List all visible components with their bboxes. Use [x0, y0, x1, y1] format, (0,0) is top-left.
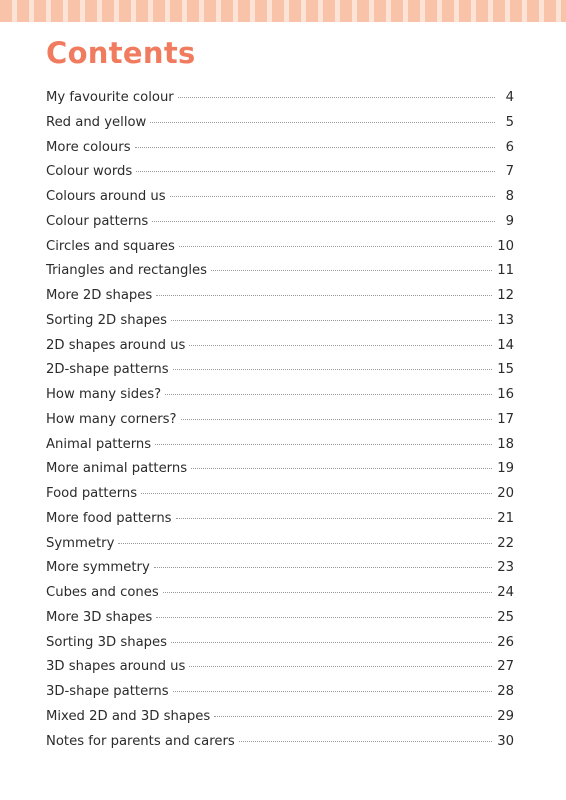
toc-entry-title: How many sides? [46, 387, 162, 402]
dot-leader [118, 543, 492, 544]
toc-entry-title: Food patterns [46, 486, 138, 501]
toc-entry [46, 408, 514, 433]
dot-leader [163, 592, 492, 593]
toc-page-number: 6 [505, 139, 514, 155]
toc-entry-title: More 2D shapes [46, 288, 153, 303]
toc-entry [46, 631, 514, 656]
toc-entry [46, 185, 514, 210]
toc-entry-title: Circles and squares [46, 238, 175, 254]
dot-leader [173, 691, 493, 692]
dot-leader [191, 468, 492, 469]
dot-leader [214, 716, 492, 717]
dot-leader [181, 419, 493, 420]
toc-page-number: 19 [497, 461, 514, 477]
toc-entry [46, 730, 514, 755]
toc-entry-title: Colours around us [46, 189, 166, 204]
toc-entry [46, 482, 514, 507]
dot-leader [171, 320, 492, 321]
toc-page-number: 13 [497, 312, 514, 328]
toc-entry [46, 680, 514, 705]
toc-entry [46, 309, 514, 334]
toc-entry [46, 705, 514, 730]
dot-leader [156, 295, 492, 296]
toc-page-number: 9 [505, 213, 514, 229]
toc-entry-title: More animal patterns [46, 461, 188, 477]
toc-page-number: 16 [497, 387, 514, 402]
toc-page-number: 22 [497, 535, 514, 551]
toc-page-number: 15 [497, 362, 514, 378]
toc-entry-title: Notes for parents and carers [46, 733, 235, 749]
page-title: Contents [46, 36, 196, 70]
dot-leader [211, 270, 492, 271]
decorative-top-band [0, 0, 566, 22]
toc-page-number: 27 [497, 659, 514, 675]
dot-leader [156, 617, 492, 618]
toc-entry [46, 433, 514, 458]
toc-entry-title: 2D shapes around us [46, 337, 186, 353]
toc-entry-title: More 3D shapes [46, 609, 153, 625]
dot-leader [136, 171, 495, 172]
dot-leader [179, 246, 492, 247]
toc-entry [46, 556, 514, 581]
toc-page-number: 17 [497, 411, 514, 427]
toc-entry-title: More symmetry [46, 560, 150, 576]
toc-entry [46, 284, 514, 309]
toc-entry [46, 358, 514, 383]
toc-page-number: 12 [497, 288, 514, 303]
toc-page-number: 11 [497, 263, 514, 279]
dot-leader [154, 567, 492, 568]
toc-entry [46, 655, 514, 680]
table-of-contents [46, 86, 514, 754]
toc-page-number: 30 [497, 733, 514, 749]
toc-entry [46, 383, 514, 408]
toc-entry-title: Colour patterns [46, 213, 149, 229]
toc-entry-title: More colours [46, 139, 131, 155]
toc-page-number: 24 [497, 585, 514, 600]
dot-leader [173, 369, 493, 370]
dot-leader [239, 741, 492, 742]
toc-entry-title: Colour words [46, 164, 133, 180]
dot-leader [176, 518, 493, 519]
toc-entry-title: Red and yellow [46, 114, 147, 130]
toc-page-number: 20 [497, 486, 514, 501]
toc-page-number: 25 [497, 609, 514, 625]
toc-page-number: 18 [497, 436, 514, 452]
toc-entry-title: Sorting 3D shapes [46, 634, 168, 650]
toc-page-number: 26 [497, 634, 514, 650]
toc-entry-title: 3D shapes around us [46, 659, 186, 675]
toc-entry [46, 507, 514, 532]
dot-leader [171, 642, 492, 643]
toc-page-number: 21 [497, 510, 514, 526]
dot-leader [152, 221, 495, 222]
toc-entry [46, 111, 514, 136]
toc-entry-title: My favourite colour [46, 90, 174, 105]
toc-entry-title: More food patterns [46, 510, 172, 526]
toc-entry [46, 136, 514, 161]
toc-entry [46, 210, 514, 235]
toc-entry-title: 2D-shape patterns [46, 362, 169, 378]
dot-leader [155, 444, 492, 445]
toc-entry-title: Triangles and rectangles [46, 263, 207, 279]
dot-leader [189, 666, 492, 667]
toc-entry [46, 235, 514, 260]
toc-page-number: 23 [497, 560, 514, 576]
dot-leader [178, 97, 495, 98]
dot-leader [150, 122, 495, 123]
toc-entry-title: Cubes and cones [46, 585, 159, 600]
toc-page-number: 28 [497, 684, 514, 699]
toc-page-number: 5 [505, 114, 514, 130]
toc-entry [46, 581, 514, 606]
toc-entry-title: 3D-shape patterns [46, 684, 169, 699]
dot-leader [135, 147, 495, 148]
toc-entry [46, 259, 514, 284]
toc-entry [46, 457, 514, 482]
dot-leader [189, 345, 492, 346]
dot-leader [141, 493, 492, 494]
toc-page-number: 14 [497, 337, 514, 353]
dot-leader [165, 394, 492, 395]
toc-entry [46, 86, 514, 111]
toc-entry [46, 334, 514, 359]
toc-entry-title: How many corners? [46, 411, 177, 427]
toc-page-number: 29 [497, 708, 514, 724]
toc-page-number: 4 [505, 90, 514, 105]
toc-entry [46, 160, 514, 185]
toc-entry-title: Animal patterns [46, 436, 152, 452]
toc-entry-title: Symmetry [46, 535, 115, 551]
toc-entry-title: Mixed 2D and 3D shapes [46, 708, 211, 724]
toc-page-number: 10 [497, 238, 514, 254]
dot-leader [170, 196, 495, 197]
toc-page-number: 8 [505, 189, 514, 204]
toc-page-number: 7 [505, 164, 514, 180]
toc-entry-title: Sorting 2D shapes [46, 312, 168, 328]
toc-entry [46, 606, 514, 631]
toc-entry [46, 532, 514, 557]
